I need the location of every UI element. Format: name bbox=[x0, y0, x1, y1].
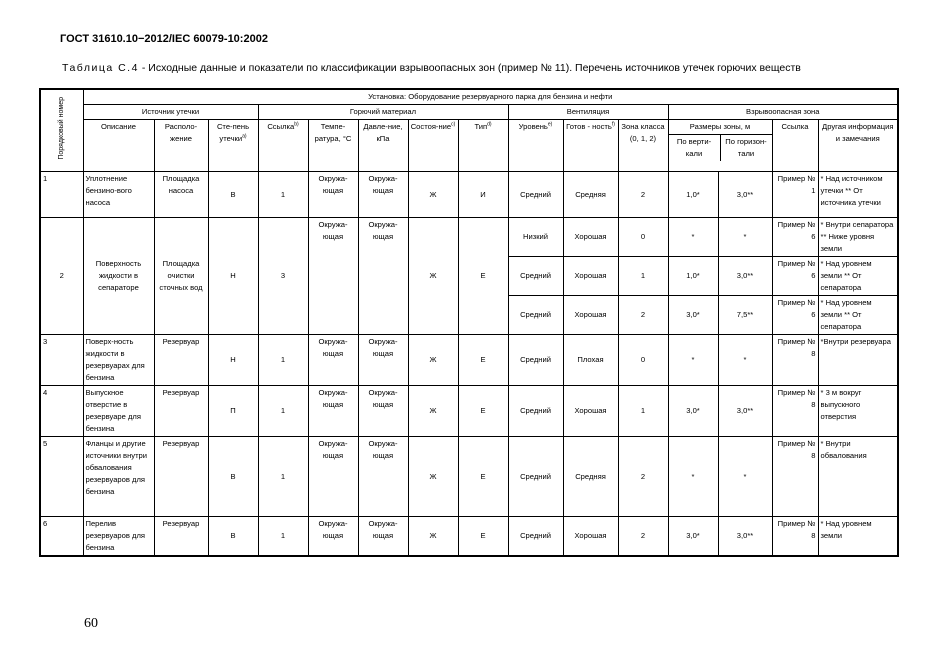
header-other: Другая информация и замечания bbox=[818, 120, 898, 172]
table-row bbox=[40, 335, 898, 386]
cell-horizontal: 3,0** bbox=[718, 172, 772, 218]
header-vertical: По верти-кали bbox=[669, 135, 721, 161]
cell-pressure: Окружа-ющая bbox=[358, 386, 408, 437]
cell-horizontal: 3,0** bbox=[718, 386, 772, 437]
header-readiness: Готов - ность$^{f)}$ bbox=[563, 120, 618, 172]
cell-level: Средний bbox=[508, 172, 563, 218]
cell-zone-ref: Пример № 1 bbox=[772, 172, 818, 218]
header-location: Располо-жение bbox=[154, 120, 208, 172]
cell-readiness: Хорошая bbox=[563, 257, 618, 296]
cell-description: Перелив резервуаров для бензина bbox=[83, 517, 154, 557]
cell-readiness: Хорошая bbox=[563, 517, 618, 557]
cell-temperature: Окружа-ющая bbox=[308, 218, 358, 335]
cell-horizontal: 7,5** bbox=[718, 296, 772, 335]
cell-note: * Внутри сепаратора ** Ниже уровня земли bbox=[818, 218, 898, 257]
table-row bbox=[40, 517, 898, 557]
header-zone-sizes: Размеры зоны, м По верти-кали По горизон-тали bbox=[668, 120, 772, 172]
cell-degree: В bbox=[208, 172, 258, 218]
cell-vertical: 1,0* bbox=[668, 257, 718, 296]
cell-note: * Над уровнем земли ** От сепаратора bbox=[818, 257, 898, 296]
cell-state: Ж bbox=[408, 437, 458, 517]
cell-zone-ref: Пример № 8 bbox=[772, 517, 818, 557]
cell-state: Ж bbox=[408, 172, 458, 218]
cell-level: Средний bbox=[508, 386, 563, 437]
cell-state: Ж bbox=[408, 218, 458, 335]
cell-zone-ref: Пример № 6 bbox=[772, 296, 818, 335]
cell-degree: Н bbox=[208, 218, 258, 335]
cell-zone-class: 1 bbox=[618, 386, 668, 437]
cell-note: * Над источником утечки ** От источника утечки bbox=[818, 172, 898, 218]
group-zone-header: Взрывоопасная зона bbox=[668, 105, 898, 120]
cell-level: Средний bbox=[508, 257, 563, 296]
cell-pressure: Окружа-ющая bbox=[358, 437, 408, 517]
cell-zone-class: 2 bbox=[618, 172, 668, 218]
cell-level: Средний bbox=[508, 437, 563, 517]
cell-location: Площадка насоса bbox=[154, 172, 208, 218]
cell-location: Резервуар bbox=[154, 517, 208, 557]
cell-pressure: Окружа-ющая bbox=[358, 218, 408, 335]
cell-readiness: Плохая bbox=[563, 335, 618, 386]
cell-zone-ref: Пример № 6 bbox=[772, 218, 818, 257]
number-header: Порядковый номер bbox=[40, 89, 83, 172]
cell-degree: В bbox=[208, 437, 258, 517]
cell-zone-class: 0 bbox=[618, 218, 668, 257]
cell-ref: 1 bbox=[258, 335, 308, 386]
cell-level: Средний bbox=[508, 296, 563, 335]
cell-note: * Над уровнем земли bbox=[818, 517, 898, 557]
cell-type: Е bbox=[458, 386, 508, 437]
cell-readiness: Хорошая bbox=[563, 296, 618, 335]
header-zone-class: Зона класса (0, 1, 2) bbox=[618, 120, 668, 172]
cell-horizontal: 3,0** bbox=[718, 257, 772, 296]
cell-ref: 3 bbox=[258, 218, 308, 335]
caption-prefix: Таблица С.4 bbox=[62, 62, 139, 74]
header-state: Состоя-ние$^{с)}$ bbox=[408, 120, 458, 172]
cell-location: Резервуар bbox=[154, 437, 208, 517]
cell-type: И bbox=[458, 172, 508, 218]
cell-zone-ref: Пример № 8 bbox=[772, 335, 818, 386]
header-temperature: Темпе-ратура, °С bbox=[308, 120, 358, 172]
cell-location: Резервуар bbox=[154, 386, 208, 437]
cell-pressure: Окружа-ющая bbox=[358, 335, 408, 386]
cell-number: 2 bbox=[40, 218, 83, 335]
cell-type: Е bbox=[458, 517, 508, 557]
cell-vertical: 3,0* bbox=[668, 386, 718, 437]
cell-number: 5 bbox=[40, 437, 83, 517]
cell-note: * Над уровнем земли ** От сепаратора bbox=[818, 296, 898, 335]
installation-title: Установка: Оборудование резервуарного парка для бензина и нефти bbox=[83, 89, 898, 105]
cell-state: Ж bbox=[408, 335, 458, 386]
cell-temperature: Окружа-ющая bbox=[308, 517, 358, 557]
header-zone-ref: Ссылка bbox=[772, 120, 818, 172]
cell-zone-ref: Пример № 8 bbox=[772, 437, 818, 517]
table-row bbox=[40, 437, 898, 517]
cell-type: Е bbox=[458, 335, 508, 386]
cell-state: Ж bbox=[408, 517, 458, 557]
cell-description: Уплотнение бензино-вого насоса bbox=[83, 172, 154, 218]
cell-readiness: Средняя bbox=[563, 172, 618, 218]
cell-description: Фланцы и другие источники внутри обвалования резервуаров для бензина bbox=[83, 437, 154, 517]
header-horizontal: По горизон-тали bbox=[725, 137, 767, 158]
group-ventilation-header: Вентиляция bbox=[508, 105, 668, 120]
cell-degree: Н bbox=[208, 335, 258, 386]
header-pressure: Давле-ние, кПа bbox=[358, 120, 408, 172]
cell-number: 3 bbox=[40, 335, 83, 386]
cell-temperature: Окружа-ющая bbox=[308, 437, 358, 517]
cell-vertical: 1,0* bbox=[668, 172, 718, 218]
cell-note: * 3 м вокруг выпускного отверстия bbox=[818, 386, 898, 437]
group-source-header: Источник утечки bbox=[83, 105, 258, 120]
cell-note: *Внутри резервуара bbox=[818, 335, 898, 386]
cell-zone-class: 1 bbox=[618, 257, 668, 296]
table-body bbox=[40, 172, 898, 557]
cell-zone-ref: Пример № 8 bbox=[772, 386, 818, 437]
cell-horizontal: * bbox=[718, 335, 772, 386]
header-description: Описание bbox=[83, 120, 154, 172]
cell-horizontal: * bbox=[718, 218, 772, 257]
document-header: ГОСТ 31610.10−2012/IEC 60079-10:2002 bbox=[60, 33, 268, 45]
cell-zone-class: 0 bbox=[618, 335, 668, 386]
leak-sources-table bbox=[39, 88, 899, 557]
group-material-header: Горючий материал bbox=[258, 105, 508, 120]
table-row bbox=[40, 218, 898, 257]
cell-state: Ж bbox=[408, 386, 458, 437]
cell-vertical: * bbox=[668, 437, 718, 517]
table-caption bbox=[62, 62, 801, 74]
cell-number: 4 bbox=[40, 386, 83, 437]
cell-pressure: Окружа-ющая bbox=[358, 172, 408, 218]
header-ref: Ссылка$^{b)}$ bbox=[258, 120, 308, 172]
cell-number: 6 bbox=[40, 517, 83, 557]
cell-vertical: 3,0* bbox=[668, 517, 718, 557]
table-row bbox=[40, 172, 898, 218]
cell-vertical: * bbox=[668, 218, 718, 257]
cell-degree: П bbox=[208, 386, 258, 437]
cell-description: Выпускное отверстие в резервуаре для бензина bbox=[83, 386, 154, 437]
table-row bbox=[40, 386, 898, 437]
cell-ref: 1 bbox=[258, 386, 308, 437]
cell-level: Средний bbox=[508, 335, 563, 386]
cell-location: Площадка очистки сточных вод bbox=[154, 218, 208, 335]
cell-ref: 1 bbox=[258, 517, 308, 557]
cell-ref: 1 bbox=[258, 437, 308, 517]
cell-readiness: Хорошая bbox=[563, 386, 618, 437]
page-number: 60 bbox=[84, 616, 98, 631]
cell-number: 1 bbox=[40, 172, 83, 218]
cell-degree: В bbox=[208, 517, 258, 557]
cell-temperature: Окружа-ющая bbox=[308, 172, 358, 218]
cell-note: * Внутри обвалования bbox=[818, 437, 898, 517]
caption-text: - Исходные данные и показатели по классификации взрывоопасных зон (пример № 11). Перечень источников утечек горючих веществ bbox=[138, 62, 801, 74]
cell-ref: 1 bbox=[258, 172, 308, 218]
cell-horizontal: 3,0** bbox=[718, 517, 772, 557]
header-type: Тип$^{d)}$ bbox=[458, 120, 508, 172]
cell-readiness: Средняя bbox=[563, 437, 618, 517]
header-level: Уровень$^{е)}$ bbox=[508, 120, 563, 172]
cell-zone-class: 2 bbox=[618, 437, 668, 517]
cell-vertical: * bbox=[668, 335, 718, 386]
cell-zone-ref: Пример № 6 bbox=[772, 257, 818, 296]
cell-vertical: 3,0* bbox=[668, 296, 718, 335]
cell-type: Е bbox=[458, 437, 508, 517]
cell-readiness: Хорошая bbox=[563, 218, 618, 257]
cell-level: Низкий bbox=[508, 218, 563, 257]
cell-type: Е bbox=[458, 218, 508, 335]
cell-zone-class: 2 bbox=[618, 296, 668, 335]
cell-temperature: Окружа-ющая bbox=[308, 335, 358, 386]
cell-pressure: Окружа-ющая bbox=[358, 517, 408, 557]
cell-description: Поверх-ность жидкости в резервуарах для бензина bbox=[83, 335, 154, 386]
cell-temperature: Окружа-ющая bbox=[308, 386, 358, 437]
cell-horizontal: * bbox=[718, 437, 772, 517]
cell-level: Средний bbox=[508, 517, 563, 557]
cell-description: Поверхность жидкости в сепараторе bbox=[83, 218, 154, 335]
cell-zone-class: 2 bbox=[618, 517, 668, 557]
cell-location: Резервуар bbox=[154, 335, 208, 386]
header-degree: Сте-пень утечки$^{а)}$ bbox=[208, 120, 258, 172]
